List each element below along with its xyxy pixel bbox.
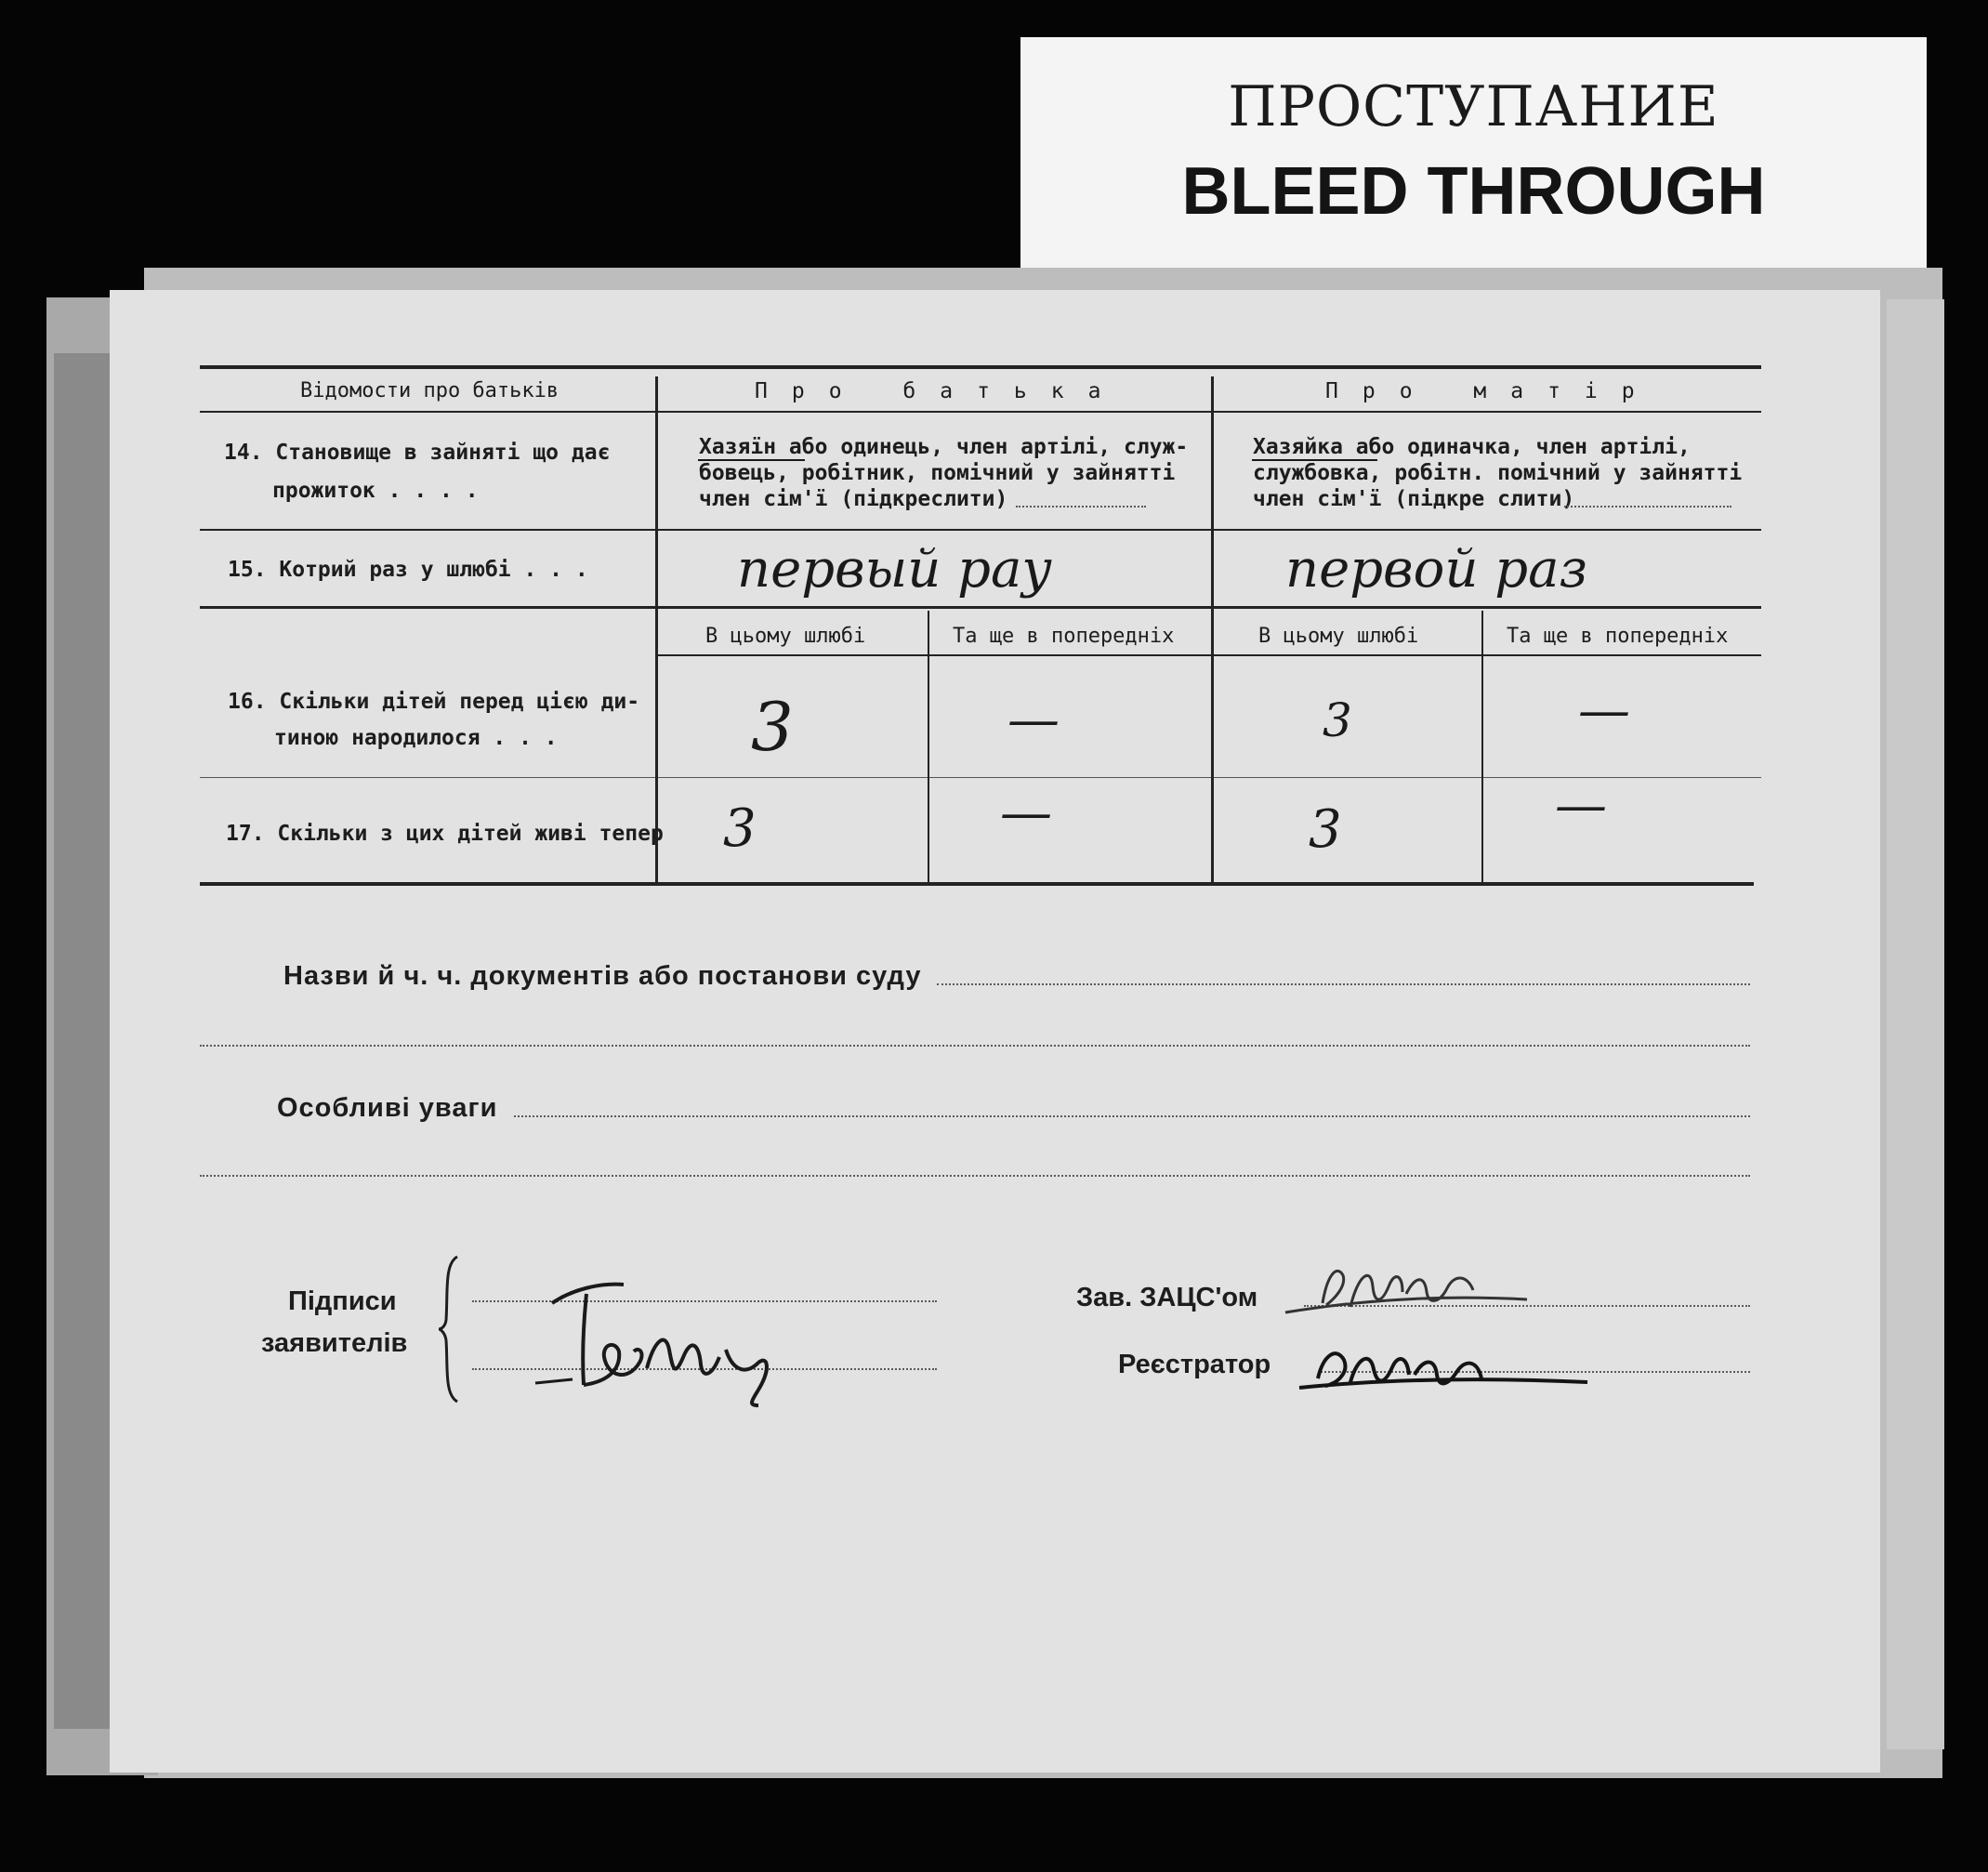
- registrar-label: Реєстратор: [1118, 1350, 1271, 1379]
- subheader-father-previous: Та ще в попередніх: [953, 625, 1175, 648]
- row14-mother-line2: службовка, робітн. помічний у зайнятті: [1253, 461, 1743, 485]
- row15-mother-handwriting: первой раз: [1285, 539, 1588, 600]
- documents-label: Назви й ч. ч. документів або постанови суду: [283, 961, 922, 991]
- notes-fill-line: [514, 1115, 1750, 1117]
- row14-mother-fill-line: [1564, 506, 1731, 508]
- registry-form-page: [110, 290, 1880, 1773]
- row15-rule: [200, 606, 1761, 609]
- notes-fill-line-2: [200, 1175, 1750, 1177]
- row16-label-cont: тиною народилося . . .: [274, 726, 558, 750]
- header-father: Про батька: [755, 379, 1126, 403]
- row16-father-prev: —: [1007, 690, 1060, 750]
- notice-english: BLEED THROUGH: [1181, 154, 1766, 229]
- divider-mother-sub: [1481, 611, 1483, 882]
- divider-left: [655, 376, 658, 882]
- row17-father-this: 3: [723, 798, 757, 859]
- notice-russian: ПРОСТУПАНИЕ: [1228, 74, 1719, 139]
- row16-mother-this: 3: [1323, 693, 1352, 747]
- page-stack-edge: [1887, 299, 1944, 1749]
- head-signature: [1285, 1238, 1564, 1331]
- row14-mother-underline: [1252, 459, 1377, 461]
- notes-label: Особливі уваги: [277, 1093, 498, 1123]
- row17-label: 17. Скільки з цих дітей живі тепер: [226, 822, 664, 846]
- row14-mother-line3: член сім'ї (підкре слити): [1253, 487, 1575, 511]
- row17-mother-prev: —: [1555, 775, 1607, 836]
- row14-mother-line1: Хазяйка або одиначка, член артілі,: [1253, 435, 1691, 459]
- head-of-registry-label: Зав. ЗАЦС'ом: [1076, 1283, 1258, 1312]
- registrar-signature: [1299, 1326, 1606, 1410]
- divider-father-sub: [928, 611, 929, 882]
- header-mother: Про матір: [1325, 379, 1659, 403]
- row15-father-handwriting: первый рау: [737, 539, 1052, 600]
- header-rule: [200, 411, 1761, 413]
- row15-label: 15. Котрий раз у шлюбі . . .: [228, 558, 588, 582]
- row17-father-prev: —: [1000, 783, 1052, 843]
- documents-fill-line-2: [200, 1045, 1750, 1047]
- row14-rule: [200, 529, 1761, 531]
- row14-father-line1: Хазяїн або одинець, член артілі, служ-: [699, 435, 1189, 459]
- row16-rule: [200, 777, 1761, 778]
- subheader-mother-previous: Та ще в попередніх: [1507, 625, 1729, 648]
- row14-father-line3: член сім'ї (підкреслити): [699, 487, 1008, 511]
- signature-bracket: [437, 1255, 465, 1404]
- table-top-rule: [200, 365, 1761, 369]
- row16-mother-prev: —: [1578, 680, 1630, 741]
- header-parents-info: Відомости про батьків: [300, 379, 560, 402]
- row14-father-underline: [698, 459, 805, 461]
- row14-label: 14. Становище в зайняті що дає: [224, 441, 611, 465]
- table-bottom-rule: [200, 882, 1754, 886]
- row14-father-line2: бовець, робітник, помічний у зайнятті: [699, 461, 1176, 485]
- signatures-label: Підписи: [288, 1286, 397, 1316]
- row16-father-this: 3: [751, 688, 794, 766]
- subheader-father-this-marriage: В цьому шлюбі: [705, 625, 866, 648]
- signatures-label-cont: заявителів: [261, 1328, 408, 1358]
- documents-fill-line: [937, 983, 1750, 985]
- row17-mother-this: 3: [1309, 799, 1342, 860]
- page-stack-left-shadow: [54, 353, 117, 1729]
- subheader-rule: [658, 654, 1761, 656]
- bleed-through-notice: [1020, 37, 1927, 288]
- row14-label-cont: прожиток . . . .: [272, 479, 479, 503]
- divider-middle: [1211, 376, 1214, 882]
- row14-father-fill-line: [1016, 506, 1146, 508]
- row16-label: 16. Скільки дітей перед цією ди-: [228, 690, 640, 714]
- subheader-mother-this-marriage: В цьому шлюбі: [1258, 625, 1419, 648]
- applicant-signature: [535, 1266, 814, 1410]
